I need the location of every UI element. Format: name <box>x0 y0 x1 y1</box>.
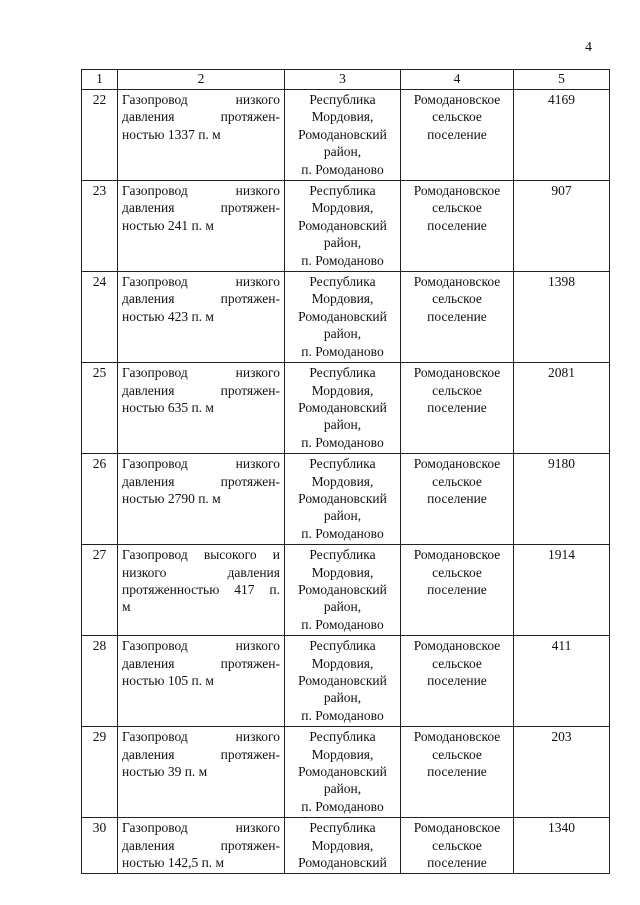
location-line: Республика <box>309 274 376 290</box>
settlement-line: Ромодановское <box>413 456 501 472</box>
location-cell <box>285 636 401 727</box>
object-name-cell <box>118 363 285 454</box>
table-row <box>82 727 610 818</box>
object-name-line: м <box>122 599 131 615</box>
settlement-line: Ромодановское <box>413 183 501 199</box>
location-line: п. Ромоданово <box>301 252 384 268</box>
settlement-cell <box>401 181 514 272</box>
location-line: Мордовия, <box>311 655 374 671</box>
settlement-line: сельское <box>432 382 482 398</box>
object-name-cell <box>118 181 285 272</box>
object-name-line: низкого давления <box>122 564 280 580</box>
location-cell <box>285 363 401 454</box>
settlement-line: сельское <box>432 291 482 307</box>
object-name-line: Газопровод низкого <box>122 92 280 107</box>
table-row <box>82 636 610 727</box>
object-name-line: Газопровод низкого <box>122 729 280 745</box>
object-name-line: Газопровод низкого <box>122 274 280 290</box>
location-line: район, <box>323 144 362 160</box>
object-name-line: давления протяжен- <box>122 746 280 762</box>
settlement-line: поселение <box>427 673 487 688</box>
location-cell <box>285 90 401 181</box>
location-cell <box>285 181 401 272</box>
settlement-cell <box>401 818 514 874</box>
object-name-line: давления протяжен- <box>122 382 280 398</box>
settlement-cell <box>401 636 514 727</box>
settlement-line: поселение <box>427 490 487 506</box>
location-line: Республика <box>309 365 376 381</box>
location-line: Ромодановский <box>298 673 387 688</box>
object-name-line: Газопровод низкого <box>122 638 280 654</box>
row-number: 23 <box>82 181 118 272</box>
value-cell: 203 <box>514 727 610 818</box>
object-name-cell <box>118 727 285 818</box>
settlement-cell <box>401 363 514 454</box>
settlement-line: поселение <box>427 399 487 415</box>
location-line: район, <box>323 326 362 342</box>
settlement-line: Ромодановское <box>413 820 501 836</box>
header-col-4: 4 <box>401 70 514 90</box>
page-number: 4 <box>585 40 592 55</box>
object-name-line: ностью 635 п. м <box>122 399 214 415</box>
row-number: 28 <box>82 636 118 727</box>
settlement-cell <box>401 90 514 181</box>
settlement-line: поселение <box>427 126 487 142</box>
object-name-cell <box>118 454 285 545</box>
object-name-line: Газопровод низкого <box>122 183 280 199</box>
settlement-line: поселение <box>427 764 487 780</box>
row-number: 24 <box>82 272 118 363</box>
location-line: Республика <box>309 456 376 472</box>
settlement-line: поселение <box>427 217 487 233</box>
location-line: Ромодановский <box>298 308 387 324</box>
table-row <box>82 454 610 545</box>
object-name-line: давления протяжен- <box>122 200 280 216</box>
location-line: район, <box>323 599 362 615</box>
location-line: Мордовия, <box>311 564 374 580</box>
location-line: Ромодановский <box>298 399 387 415</box>
row-number: 22 <box>82 90 118 181</box>
location-line: Мордовия, <box>311 382 374 398</box>
settlement-line: Ромодановское <box>413 729 501 745</box>
settlement-cell <box>401 727 514 818</box>
object-name-line: давления протяжен- <box>122 837 280 853</box>
location-line: Республика <box>309 92 376 107</box>
header-row <box>82 70 610 90</box>
object-name-line: Газопровод низкого <box>122 456 280 472</box>
location-cell <box>285 818 401 874</box>
location-line: п. Ромоданово <box>301 434 384 450</box>
value-cell: 1398 <box>514 272 610 363</box>
object-name-cell <box>118 636 285 727</box>
table-row <box>82 363 610 454</box>
table-row <box>82 90 610 181</box>
table-row <box>82 181 610 272</box>
settlement-line: сельское <box>432 109 482 125</box>
settlement-line: Ромодановское <box>413 274 501 290</box>
location-cell <box>285 727 401 818</box>
object-name-line: ностью 1337 п. м <box>122 126 221 142</box>
location-line: Республика <box>309 547 376 563</box>
value-cell: 9180 <box>514 454 610 545</box>
settlement-line: поселение <box>427 855 487 871</box>
object-name-line: давления протяжен- <box>122 291 280 307</box>
settlement-line: сельское <box>432 200 482 216</box>
settlement-cell <box>401 454 514 545</box>
location-cell <box>285 545 401 636</box>
object-name-line: Газопровод высокого и <box>122 547 280 563</box>
table-row <box>82 545 610 636</box>
location-line: п. Ромоданово <box>301 616 384 632</box>
location-line: Республика <box>309 820 376 836</box>
object-name-line: ностью 423 п. м <box>122 308 214 324</box>
table-header <box>82 70 610 90</box>
location-line: п. Ромоданово <box>301 707 384 723</box>
header-col-1: 1 <box>82 70 118 90</box>
value-cell: 411 <box>514 636 610 727</box>
table-row <box>82 272 610 363</box>
location-line: Республика <box>309 638 376 654</box>
settlement-line: сельское <box>432 837 482 853</box>
row-number: 30 <box>82 818 118 874</box>
object-name-line: давления протяжен- <box>122 655 280 671</box>
settlement-line: сельское <box>432 564 482 580</box>
object-name-cell <box>118 545 285 636</box>
location-line: Ромодановский <box>298 490 387 506</box>
object-name-line: ностью 142,5 п. м <box>122 855 225 871</box>
location-line: п. Ромоданово <box>301 161 384 177</box>
value-cell: 4169 <box>514 90 610 181</box>
table-body <box>82 90 610 874</box>
location-line: район, <box>323 235 362 251</box>
location-line: Ромодановский <box>298 764 387 780</box>
object-name-line: ностью 105 п. м <box>122 673 214 688</box>
location-line: Мордовия, <box>311 200 374 216</box>
value-cell: 2081 <box>514 363 610 454</box>
location-line: п. Ромоданово <box>301 798 384 814</box>
location-line: Ромодановский <box>298 581 387 597</box>
location-cell <box>285 272 401 363</box>
object-name-line: давления протяжен- <box>122 473 280 489</box>
object-name-cell <box>118 90 285 181</box>
location-line: Мордовия, <box>311 473 374 489</box>
header-col-5: 5 <box>514 70 610 90</box>
location-line: Мордовия, <box>311 109 374 125</box>
row-number: 25 <box>82 363 118 454</box>
object-name-line: давления протяжен- <box>122 109 280 125</box>
location-line: Мордовия, <box>311 746 374 762</box>
location-line: Ромодановский <box>298 126 387 142</box>
location-line: район, <box>323 781 362 797</box>
value-cell: 1914 <box>514 545 610 636</box>
location-line: п. Ромоданово <box>301 343 384 359</box>
object-name-cell <box>118 818 285 874</box>
object-name-line: Газопровод низкого <box>122 365 280 381</box>
location-line: район, <box>323 508 362 524</box>
row-number: 26 <box>82 454 118 545</box>
settlement-line: сельское <box>432 473 482 489</box>
value-cell: 1340 <box>514 818 610 874</box>
settlement-line: Ромодановское <box>413 92 501 107</box>
settlement-line: поселение <box>427 581 487 597</box>
settlement-line: Ромодановское <box>413 547 501 563</box>
location-line: Республика <box>309 183 376 199</box>
object-name-line: ностью 39 п. м <box>122 764 208 780</box>
settlement-line: поселение <box>427 308 487 324</box>
value-cell: 907 <box>514 181 610 272</box>
objects-table <box>81 69 610 874</box>
settlement-line: сельское <box>432 655 482 671</box>
settlement-line: Ромодановское <box>413 638 501 654</box>
location-line: район, <box>323 417 362 433</box>
object-name-line: ностью 241 п. м <box>122 217 214 233</box>
location-line: Республика <box>309 729 376 745</box>
location-line: Мордовия, <box>311 291 374 307</box>
location-line: район, <box>323 690 362 706</box>
object-name-line: ностью 2790 п. м <box>122 490 221 506</box>
location-line: Мордовия, <box>311 837 374 853</box>
location-line: п. Ромоданово <box>301 525 384 541</box>
object-name-line: Газопровод низкого <box>122 820 280 836</box>
settlement-cell <box>401 272 514 363</box>
location-line: Ромодановский <box>298 217 387 233</box>
location-line: Ромодановский <box>298 855 387 871</box>
row-number: 27 <box>82 545 118 636</box>
table-row <box>82 818 610 874</box>
object-name-cell <box>118 272 285 363</box>
settlement-cell <box>401 545 514 636</box>
location-cell <box>285 454 401 545</box>
row-number: 29 <box>82 727 118 818</box>
header-col-2: 2 <box>118 70 285 90</box>
object-name-line: протяженностью 417 п. <box>122 581 280 597</box>
settlement-line: сельское <box>432 746 482 762</box>
settlement-line: Ромодановское <box>413 365 501 381</box>
header-col-3: 3 <box>285 70 401 90</box>
